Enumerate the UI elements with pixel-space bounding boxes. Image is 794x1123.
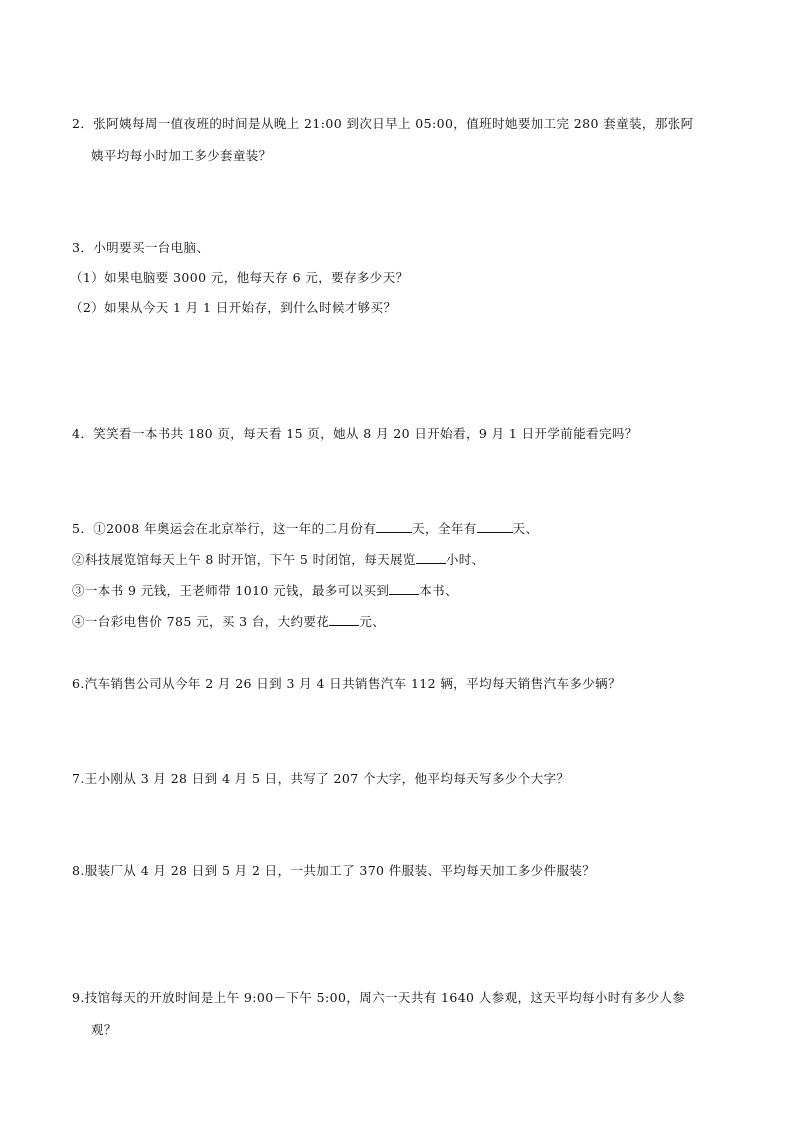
question-2-line-1: 2．张阿姨每周一值夜班的时间是从晚上 21:00 到次日早上 05:00，值班时她要加工完 280 套童装，那张阿 bbox=[72, 116, 694, 131]
question-5-b-text-1: ②科技展览馆每天上午 8 时开馆，下午 5 时闭馆，每天展览 bbox=[72, 552, 416, 567]
question-5-item-c bbox=[72, 582, 458, 599]
answer-blank-books[interactable] bbox=[389, 582, 419, 595]
question-5-d-text-1: ④一台彩电售价 785 元，买 3 台，大约要花 bbox=[72, 614, 330, 629]
question-5-a-text-2: 天，全年有 bbox=[412, 521, 477, 536]
question-5-item-a bbox=[72, 520, 538, 537]
answer-blank-year-days[interactable] bbox=[477, 520, 513, 533]
question-5-item-d bbox=[72, 613, 385, 630]
question-5-b-text-2: 小时、 bbox=[445, 552, 485, 567]
question-5-c-text-1: ③一本书 9 元钱，王老师带 1010 元钱，最多可以买到 bbox=[72, 583, 390, 598]
question-5-item-b bbox=[72, 551, 485, 568]
question-5-c-text-2: 本书、 bbox=[419, 583, 458, 598]
question-6-line-1: 6.汽车销售公司从今年 2 月 26 日到 3 月 4 日共销售汽车 112 辆，平均每天销售汽车多少辆？ bbox=[72, 676, 621, 691]
question-8-line-1: 8.服装厂从 4 月 28 日到 5 月 2 日，一共加工了 370 件服装、平均每天加工多少件服装？ bbox=[72, 863, 596, 878]
question-3-stem: 3．小明要买一台电脑、 bbox=[72, 240, 210, 255]
question-3-part-1: （1）如果电脑要 3000 元，他每天存 6 元，要存多少天？ bbox=[70, 270, 409, 285]
question-5-a-text-1: 5．①2008 年奥运会在北京举行，这一年的二月份有 bbox=[72, 521, 377, 536]
question-3-part-2: （2）如果从今天 1 月 1 日开始存，到什么时候才够买？ bbox=[70, 300, 397, 315]
answer-blank-hours[interactable] bbox=[416, 551, 446, 564]
question-9-line-1: 9.技馆每天的开放时间是上午 9:00－下午 5:00，周六一天共有 1640 人参观，这天平均每小时有多少人参 bbox=[72, 990, 686, 1005]
question-5-a-text-3: 天、 bbox=[512, 521, 539, 536]
question-7-line-1: 7.王小刚从 3 月 28 日到 4 月 5 日，共写了 207 个大字，他平均每天写多少个大字？ bbox=[72, 771, 570, 786]
question-2-line-2: 姨平均每小时加工多少套童装？ bbox=[91, 148, 272, 163]
answer-blank-feb-days[interactable] bbox=[376, 520, 412, 533]
question-9-line-2: 观？ bbox=[91, 1022, 117, 1037]
answer-blank-cost[interactable] bbox=[329, 613, 359, 626]
question-5-d-text-2: 元、 bbox=[359, 614, 386, 629]
question-4-line-1: 4．笑笑看一本书共 180 页，每天看 15 页，她从 8 月 20 日开始看，9 月 1 日开学前能看完吗？ bbox=[72, 426, 638, 441]
